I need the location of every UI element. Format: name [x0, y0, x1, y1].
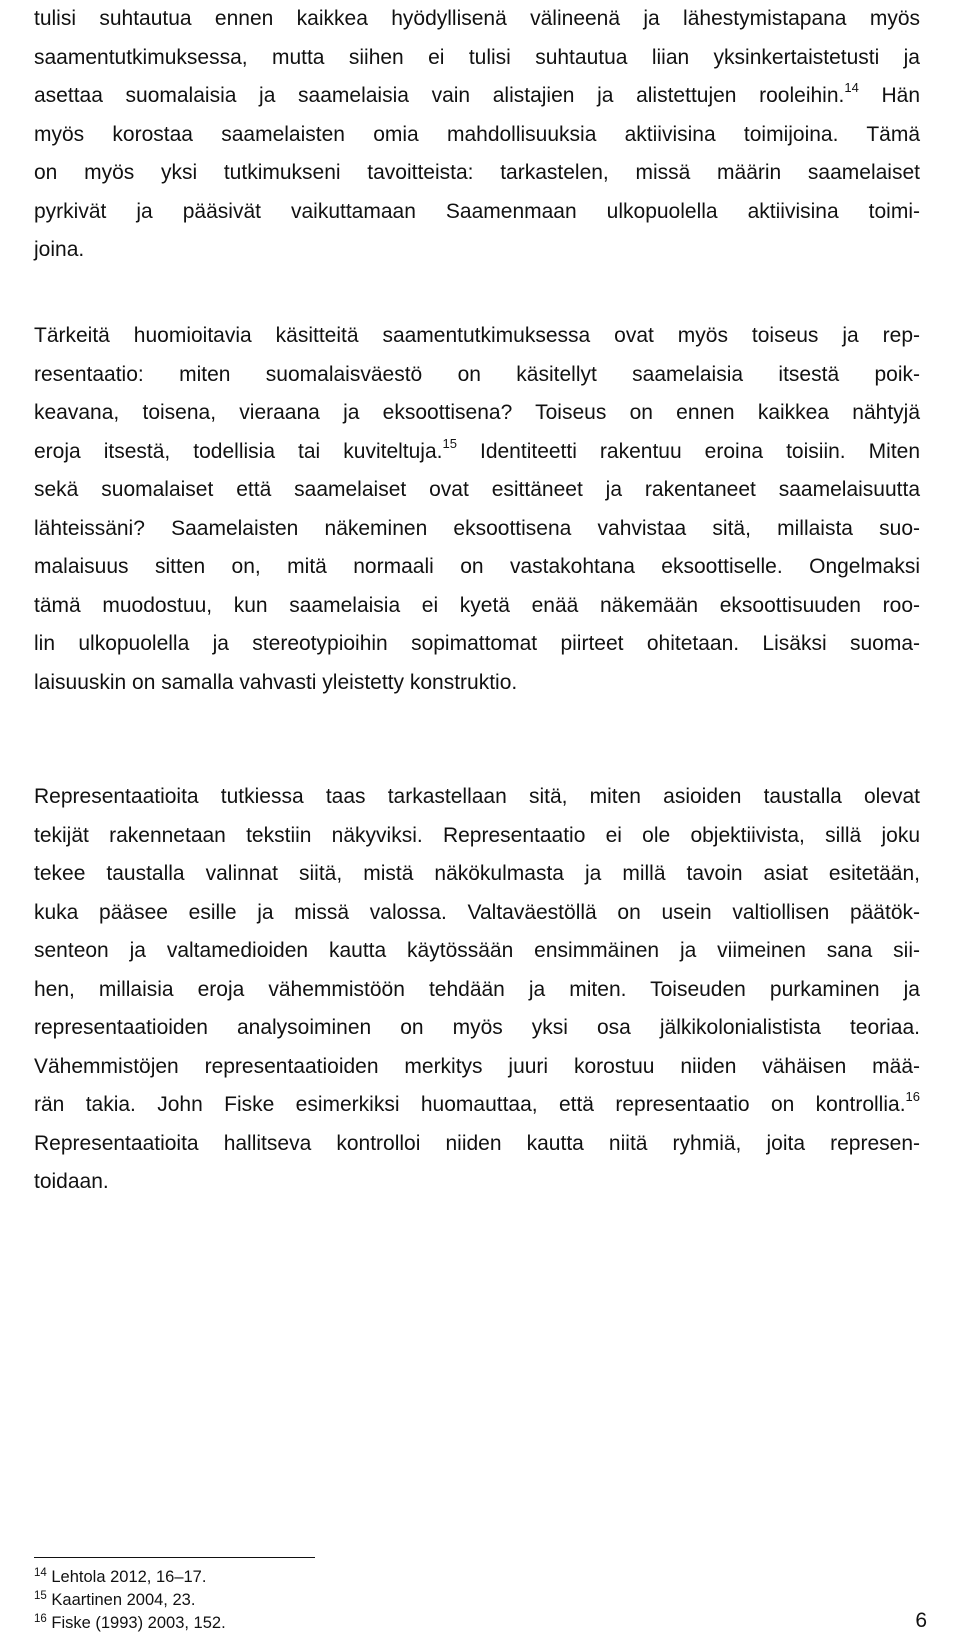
text-line: laisuuskin on samalla vahvasti yleistetty konstruktio.	[34, 670, 518, 694]
footnote-separator	[34, 1557, 315, 1558]
text-line: pyrkivät ja pääsivät vaikuttamaan Saamenmaan ulkopuolella aktiivisina toimi-	[34, 199, 920, 223]
text-line: Tärkeitä huomioitavia käsitteitä saamentutkimuksessa ovat myös toiseus ja rep-	[34, 324, 920, 347]
text-line: sekä suomalaiset että saamelaiset ovat esittäneet ja rakentaneet saamelaisuutta	[34, 478, 920, 501]
text-line: tekee taustalla valinnat siitä, mistä näkökulmasta ja millä tavoin asiat esitetään,	[34, 862, 920, 885]
text-line: eroja itsestä, todellisia tai kuviteltuja.$^{15}$ Identiteetti rakentuu eroina toisiin. Miten	[34, 435, 921, 463]
page-number: 6	[915, 1609, 927, 1632]
text-line: lin ulkopuolella ja stereotypioihin sopimattomat piirteet ohitetaan. Lisäksi suoma-	[34, 632, 920, 655]
text-line: tekijät rakennetaan tekstiin näkyviksi. Representaatio ei ole objektiivista, sillä joku	[34, 823, 920, 847]
footnote-14: $^{14}$ Lehtola 2012, 16–17.	[34, 1567, 207, 1586]
paragraph-1	[34, 0, 920, 270]
footnote-16: $^{16}$ Fiske (1993) 2003, 152.	[34, 1613, 226, 1632]
text-line: kuka pääsee esille ja missä valossa. Valtaväestöllä on usein valtiollisen päätök-	[34, 900, 920, 924]
text-line: rän takia. John Fiske esimerkiksi huomauttaa, että representaatio on kontrollia.$^{16}$	[34, 1089, 920, 1116]
text-line: keavana, toisena, vieraana ja eksoottisena? Toiseus on ennen kaikkea nähtyjä	[34, 401, 920, 424]
text-line: Representaatioita hallitseva kontrolloi niiden kautta niitä ryhmiä, joita represen-	[34, 1131, 920, 1155]
text-line: representaatioiden analysoiminen on myös yksi osa jälkikolonialistista teoriaa.	[34, 1016, 920, 1039]
text-line: tulisi suhtautua ennen kaikkea hyödyllisenä välineenä ja lähestymistapana myös	[34, 7, 920, 30]
text-line: senteon ja valtamedioiden kautta käytössään ensimmäinen ja viimeinen sana sii-	[34, 939, 920, 962]
text-line: on myös yksi tutkimukseni tavoitteista: tarkastelen, missä määrin saamelaiset	[34, 161, 920, 184]
text-line: saamentutkimuksessa, mutta siihen ei tulisi suhtautua liian yksinkertaistetusti ja	[34, 45, 920, 69]
footnotes	[34, 1566, 226, 1635]
text-line: myös korostaa saamelaisten omia mahdollisuuksia aktiivisina toimijoina. Tämä	[34, 122, 920, 146]
text-line: asettaa suomalaisia ja saamelaisia vain alistajien ja alistettujen rooleihin.$^{14}$ Hän	[34, 80, 920, 107]
footnote-15: $^{15}$ Kaartinen 2004, 23.	[34, 1590, 196, 1609]
text-line: tämä muodostuu, kun saamelaisia ei kyetä enää näkemään eksoottisuuden roo-	[34, 593, 920, 617]
footnote-ref-16[interactable]: 16	[905, 1089, 920, 1104]
footnote-ref-15[interactable]: 15	[442, 435, 457, 451]
text-line: Representaatioita tutkiessa taas tarkastellaan sitä, miten asioiden taustalla olevat	[34, 785, 920, 808]
text-line: Vähemmistöjen representaatioiden merkitys juuri korostuu niiden vähäisen mää-	[34, 1054, 920, 1078]
text-line: toidaan.	[34, 1170, 109, 1193]
paragraph-2	[34, 317, 920, 702]
text-line: malaisuus sitten on, mitä normaali on vastakohtana eksoottiselle. Ongelmaksi	[34, 555, 920, 578]
paragraph-3	[34, 778, 920, 1202]
text-line: lähteissäni? Saamelaisten näkeminen eksoottisena vahvistaa sitä, millaista suo-	[34, 516, 920, 540]
text-line: hen, millaisia eroja vähemmistöön tehdään ja miten. Toiseuden purkaminen ja	[34, 977, 920, 1001]
text-line: resentaatio: miten suomalaisväestö on käsitellyt saamelaisia itsestä poik-	[34, 362, 920, 386]
text-line: joina.	[34, 238, 85, 261]
footnote-ref-14[interactable]: 14	[844, 80, 859, 95]
